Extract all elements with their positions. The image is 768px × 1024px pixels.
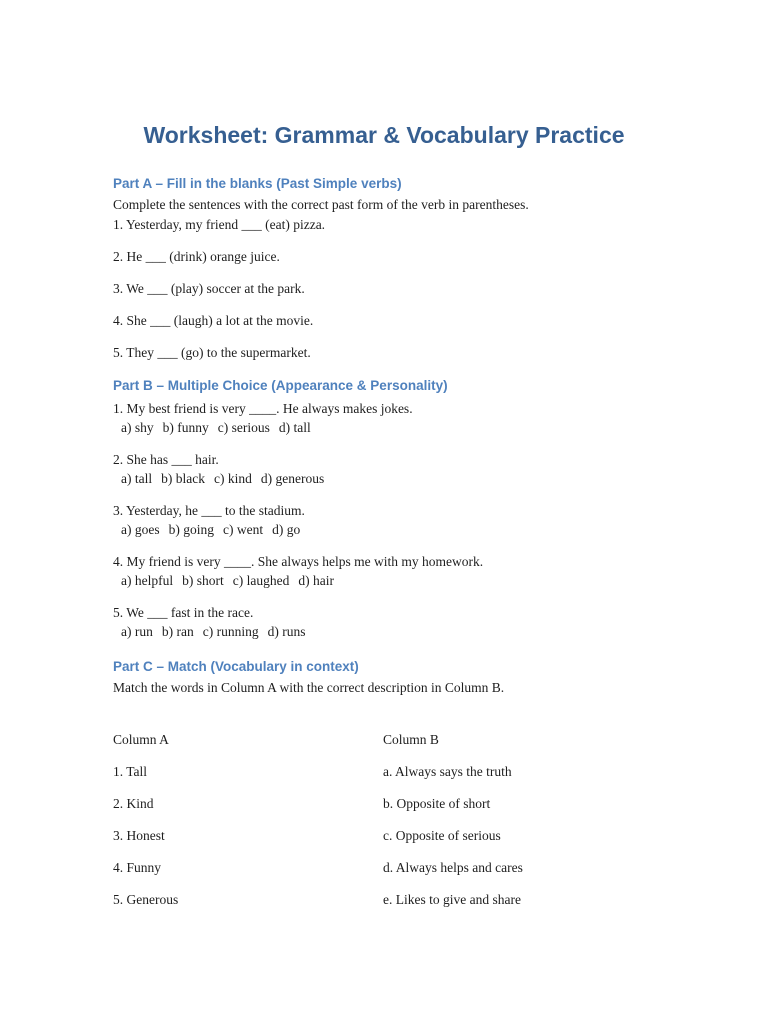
part-a-item: 2. He ___ (drink) orange juice.	[113, 249, 280, 264]
part-b-options	[121, 521, 309, 539]
option: d) go	[272, 522, 301, 537]
part-c-heading: Part C – Match (Vocabulary in context)	[113, 659, 359, 674]
option: d) tall	[278, 420, 311, 435]
option: a) shy	[121, 420, 154, 435]
match-description: b. Opposite of short	[383, 796, 491, 811]
option: a) run	[121, 624, 153, 639]
option: c) kind	[213, 471, 252, 486]
part-c-instruction: Match the words in Column A with the correct description in Column B.	[113, 680, 505, 695]
option: c) running	[202, 624, 259, 639]
part-b-options	[121, 419, 320, 437]
part-a-heading: Part A – Fill in the blanks (Past Simple verbs)	[113, 176, 402, 191]
column-b-header: Column B	[383, 732, 439, 747]
match-description: e. Likes to give and share	[383, 892, 521, 907]
option: c) went	[222, 522, 264, 537]
option: d) hair	[298, 573, 334, 588]
option: b) funny	[162, 420, 209, 435]
part-b-options	[121, 572, 343, 590]
match-description: a. Always says the truth	[383, 764, 512, 779]
option: d) generous	[260, 471, 325, 486]
column-a-header: Column A	[113, 732, 169, 747]
part-b-question: 3. Yesterday, he ___ to the stadium.	[113, 503, 305, 518]
option: b) short	[182, 573, 224, 588]
part-b-options	[121, 623, 314, 641]
part-b-heading: Part B – Multiple Choice (Appearance & Personality)	[113, 378, 448, 393]
option: c) serious	[217, 420, 270, 435]
part-b-options	[121, 470, 333, 488]
part-a-instruction: Complete the sentences with the correct past form of the verb in parentheses.	[113, 197, 529, 212]
part-b-question: 5. We ___ fast in the race.	[113, 605, 254, 620]
option: a) tall	[121, 471, 153, 486]
option: b) going	[168, 522, 214, 537]
part-a-item: 4. She ___ (laugh) a lot at the movie.	[113, 313, 314, 328]
part-b-question: 2. She has ___ hair.	[113, 452, 219, 467]
part-a-item: 5. They ___ (go) to the supermarket.	[113, 345, 311, 360]
option: c) laughed	[232, 573, 290, 588]
option: b) ran	[161, 624, 194, 639]
match-word: 2. Kind	[113, 796, 154, 811]
match-word: 5. Generous	[113, 892, 179, 907]
option: a) helpful	[121, 573, 174, 588]
match-word: 3. Honest	[113, 828, 165, 843]
part-a-item: 3. We ___ (play) soccer at the park.	[113, 281, 305, 296]
part-a-item: 1. Yesterday, my friend ___ (eat) pizza.	[113, 217, 326, 232]
match-word: 4. Funny	[113, 860, 162, 875]
option: a) goes	[121, 522, 160, 537]
match-description: d. Always helps and cares	[383, 860, 523, 875]
option: d) runs	[267, 624, 306, 639]
option: b) black	[161, 471, 205, 486]
page-title: Worksheet: Grammar & Vocabulary Practice	[143, 122, 625, 148]
match-word: 1. Tall	[113, 764, 148, 779]
part-b-question: 1. My best friend is very ____. He always makes jokes.	[113, 401, 413, 416]
match-description: c. Opposite of serious	[383, 828, 501, 843]
part-b-question: 4. My friend is very ____. She always helps me with my homework.	[113, 554, 484, 569]
